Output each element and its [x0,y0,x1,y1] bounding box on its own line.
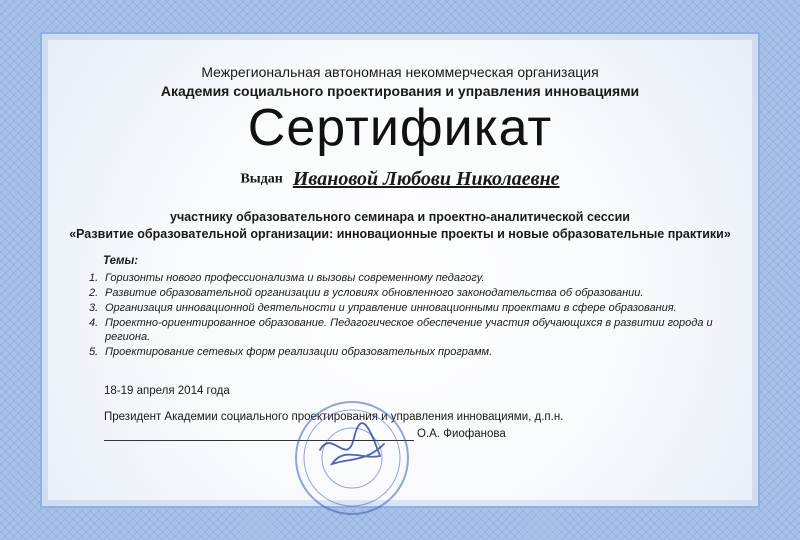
issued-to [0,168,800,191]
topic-text: Горизонты нового профессионализма и вызовы современному педагогу. [105,272,485,284]
topic-item [83,301,723,315]
topic-text: Организация инновационной деятельности и управление инновационными проектами в сфере образования. [105,302,677,314]
topic-number: 3. [89,302,99,314]
signature-scribble [320,423,384,464]
topics-section [83,254,723,360]
topic-number: 1. [89,272,99,284]
topic-number: 4. [89,317,99,329]
topics-label: Темы: [103,255,139,267]
topic-number: 5. [89,346,99,358]
certificate-title: Сертификат [247,99,553,157]
participant-line: участнику образовательного семинара и проектно-аналитической сессии [170,210,630,224]
signer-name: О.А. Фиофанова [417,428,506,440]
topic-text: Проектирование сетевых форм реализации образовательных программ. [105,346,493,358]
issued-label: Выдан [240,171,283,187]
topic-item [83,286,723,300]
topic-item [83,271,723,285]
official-stamp [292,398,412,518]
org-name: Академия социального проектирования и управления инновациями [160,83,640,99]
topic-item [83,345,723,359]
org-type-line: Межрегиональная автономная некоммерческая организация [201,64,599,80]
event-title: «Развитие образовательной организации: инновационные проекты и новые образовательные практики» [69,227,731,241]
topic-number: 2. [89,287,99,299]
topic-text: Развитие образовательной организации в условиях обновленного законодательства об образовании. [105,287,644,299]
topic-item [83,316,723,344]
topic-text: Проектно-ориентированное образование. Педагогическое обеспечение участия обучающихся в развитии города и региона. [105,317,713,343]
recipient-name: Ивановой Любови Николаевне [292,168,560,190]
president-title: Президент Академии социального проектирования и управления инновациями, д.п.н. [104,411,564,423]
event-date: 18-19 апреля 2014 года [104,385,230,397]
